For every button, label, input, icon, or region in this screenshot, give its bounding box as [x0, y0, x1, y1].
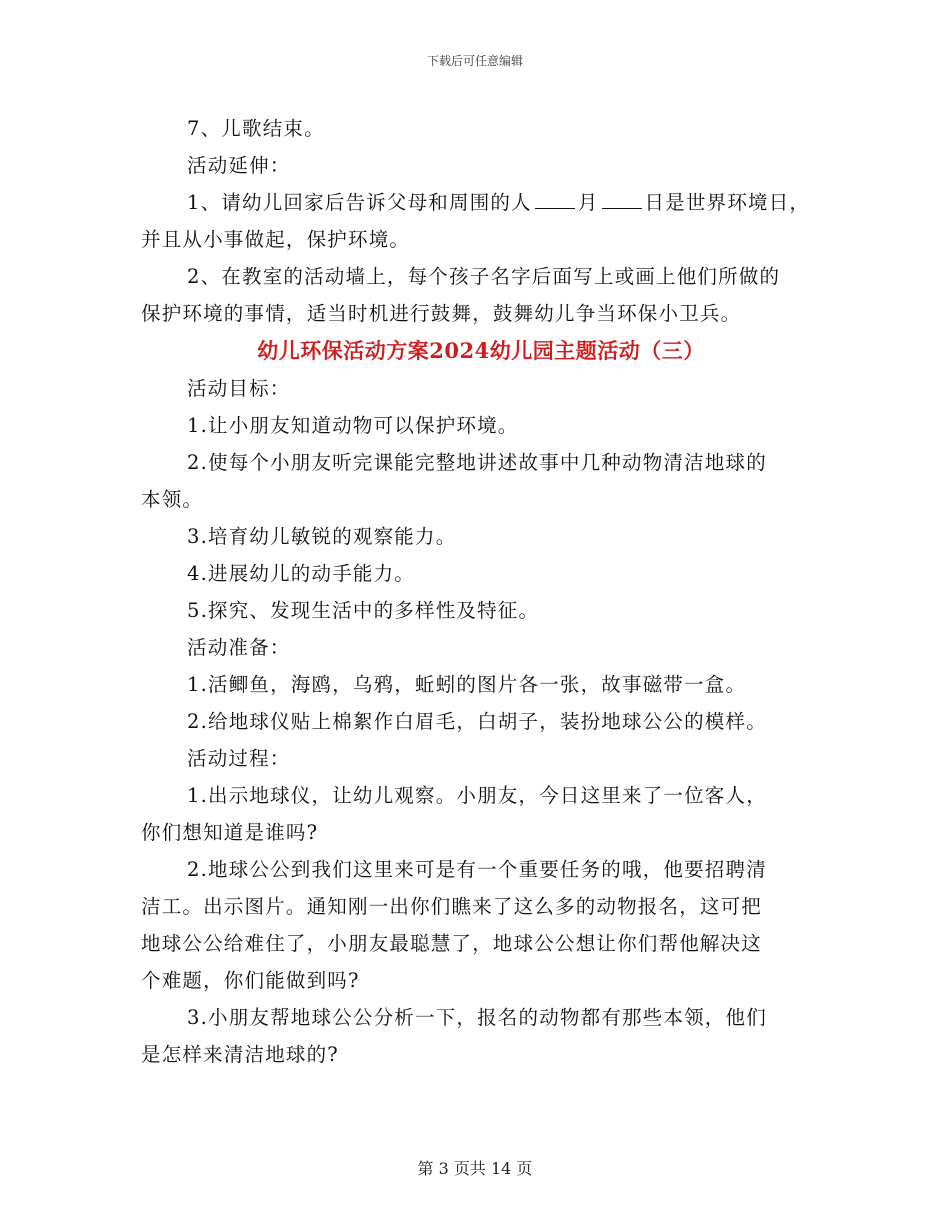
- paragraph-line: 5.探究、发现生活中的多样性及特征。: [187, 599, 540, 622]
- paragraph-line: 4.进展幼儿的动手能力。: [187, 562, 416, 585]
- paragraph-line: 地球公公给难住了，小朋友最聪慧了，地球公公想让你们帮他解决这: [141, 932, 763, 955]
- paragraph-line: 3.小朋友帮地球公公分析一下，报名的动物都有那些本领，他们: [187, 1006, 767, 1029]
- paragraph-line: 1.活鲫鱼，海鸥，乌鸦，蚯蚓的图片各一张，故事磁带一盒。: [187, 673, 747, 696]
- paragraph-line: 1.让小朋友知道动物可以保护环境。: [187, 414, 519, 437]
- paragraph-line: 1、请幼儿回家后告诉父母和周围的人 月 日是世界环境日，: [187, 191, 811, 214]
- paragraph-line: 7、儿歌结束。: [187, 117, 325, 140]
- paragraph-line: 2、在教室的活动墙上，每个孩子名字后面写上或画上他们所做的: [187, 265, 781, 288]
- paragraph-line: 3.培育幼儿敏锐的观察能力。: [187, 525, 457, 548]
- paragraph-line: 个难题，你们能做到吗?: [141, 969, 360, 992]
- section-heading: 活动过程：: [187, 747, 291, 770]
- section-heading: 活动目标：: [187, 377, 291, 400]
- paragraph-line: 2.地球公公到我们这里来可是有一个重要任务的哦，他要招聘清: [187, 858, 767, 881]
- page-footer: 第 3 页共 14 页: [417, 1159, 533, 1178]
- fill-blank: [535, 190, 575, 209]
- section-title: 幼儿环保活动方案2024幼儿园主题活动（三）: [257, 338, 705, 363]
- page-header: 下载后可任意编辑: [426, 54, 523, 68]
- paragraph-line: 洁工。出示图片。通知刚一出你们瞧来了这么多的动物报名，这可把: [141, 895, 763, 918]
- paragraph-line: 本领。: [141, 488, 204, 511]
- paragraph-line: 1.出示地球仪，让幼儿观察。小朋友，今日这里来了一位客人，: [187, 784, 767, 807]
- fill-blank: [602, 190, 642, 209]
- paragraph-line: 2.使每个小朋友听完课能完整地讲述故事中几种动物清洁地球的: [187, 451, 767, 474]
- section-heading: 活动准备：: [187, 636, 291, 659]
- section-heading: 活动延伸：: [187, 154, 291, 177]
- paragraph-line: 保护环境的事情，适当时机进行鼓舞，鼓舞幼儿争当环保小卫兵。: [141, 302, 742, 325]
- paragraph-line: 是怎样来清洁地球的?: [141, 1043, 339, 1066]
- paragraph-line: 你们想知道是谁吗?: [141, 821, 319, 844]
- document-body: [141, 112, 821, 1075]
- paragraph-line: 2.给地球仪贴上棉絮作白眉毛，白胡子，装扮地球公公的模样。: [187, 710, 767, 733]
- paragraph-line: 并且从小事做起，保护环境。: [141, 228, 411, 251]
